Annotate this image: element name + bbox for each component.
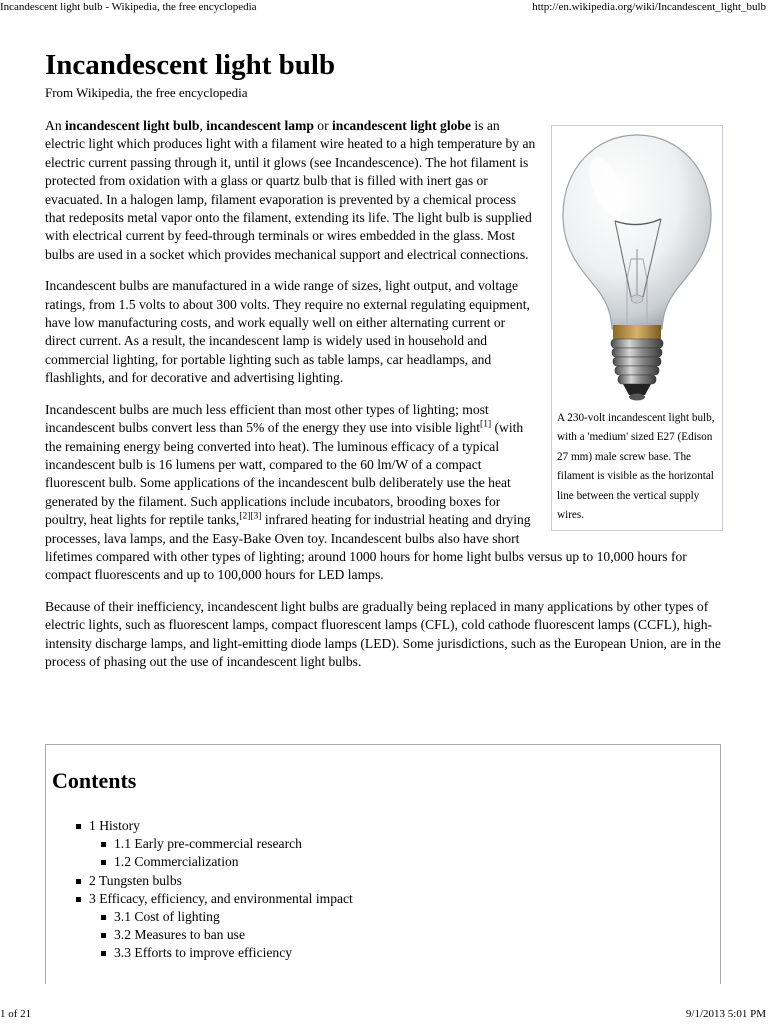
reference-link[interactable]: [2][3] <box>239 511 262 522</box>
print-header-url[interactable]: http://en.wikipedia.org/wiki/Incandescent_light_bulb <box>532 1 766 13</box>
toc-item-improve-efficiency[interactable]: 3.3 Efforts to improve efficiency <box>101 944 353 962</box>
term-incandescent-light-globe: incandescent light globe <box>332 118 471 133</box>
article-body <box>45 117 723 684</box>
page-title: Incandescent light bulb <box>45 49 336 81</box>
paragraph-intro: An incandescent light bulb, incandescent lamp or incandescent light globe is an electric light which produces light with a filament wire heated to a high temperature by an electric current passing through it, until it glows (see Incandescence). The hot filament is protected from oxidation with a glass or quartz bulb that is filled with inert gas or evacuated. In a halogen lamp, filament evaporation is prevented by a chemical process that redeposits metal vapor onto the filament, extending its life. The light bulb is supplied with electrical current by feed-through terminals or wires embedded in the glass. Most bulbs are used in a socket which provides mechanical support and electrical connections. <box>45 118 536 262</box>
toc-item-cost-of-lighting[interactable]: 3.1 Cost of lighting <box>101 908 353 926</box>
page-number: 1 of 21 <box>0 1008 32 1020</box>
table-of-contents <box>45 744 721 984</box>
print-footer <box>0 1008 768 1024</box>
print-date: 9/1/2013 5:01 PM <box>685 1008 766 1020</box>
paragraph-efficiency: Incandescent bulbs are much less efficient than most other types of lighting; most incandescent bulbs convert less than 5% of the energy they use into visible light[1] (with the remaining energy being converted into heat). The luminous efficacy of a typical incandescent bulb is 16 lumens per watt, compared to the 60 lm/W of a compact fluorescent bulb. Some applications of the incandescent bulb deliberately use the heat generated by the filament. Such applications include incubators, brooding boxes for poultry, heat lights for reptile tanks,[2][3] infrared heating for industrial heating and drying processes, lava lamps, and the Easy-Bake Oven toy. Incandescent bulbs also have short lifetimes compared with other types of lighting; around 1000 hours for home light bulbs versus up to 10,000 hours for compact fluorescents and up to 100,000 hours for LED lamps. <box>45 401 687 583</box>
toc-item-tungsten-bulbs[interactable]: 2 Tungsten bulbs <box>76 872 353 890</box>
toc-item-early-research[interactable]: 1.1 Early pre-commercial research <box>101 835 353 853</box>
toc-list <box>76 817 353 963</box>
figure-caption: A 230-volt incandescent light bulb, with a 'medium' sized E27 (Edison 27 mm) male screw base. The filament is visible as the horizontal line between the vertical supply wires. <box>557 412 715 522</box>
print-header <box>0 0 768 16</box>
term-incandescent-lamp: incandescent lamp <box>206 118 314 133</box>
paragraph-ratings: Incandescent bulbs are manufactured in a wide range of sizes, light output, and voltage ratings, from 1.5 volts to about 300 volts. They require no external regulating equipment, have low manufacturing costs, and work equally well on either alternating current or direct current. As a result, the incandescent lamp is widely used in household and commercial lighting, for portable lighting such as table lamps, car headlamps, and flashlights, and for decorative and advertising lighting. <box>45 278 530 386</box>
light-bulb-image[interactable] <box>555 129 719 409</box>
paragraph-replacement: Because of their inefficiency, incandescent light bulbs are gradually being replaced in many applications by other types of electric lights, such as fluorescent lamps, compact fluorescent lamps (CFL), cold cathode fluorescent lamps (CCFL), high-intensity discharge lamps, and light-emitting diode lamps (LED). Some jurisdictions, such as the European Union, are in the process of phasing out the use of incandescent light bulbs. <box>45 598 721 669</box>
toc-item-history[interactable]: 1 History <box>76 817 353 835</box>
toc-item-measures-to-ban[interactable]: 3.2 Measures to ban use <box>101 926 353 944</box>
toc-item-commercialization[interactable]: 1.2 Commercialization <box>101 853 353 871</box>
reference-link[interactable]: [1] <box>480 419 492 430</box>
toc-item-efficacy[interactable]: 3 Efficacy, efficiency, and environmental impact <box>76 890 353 908</box>
page-subtitle: From Wikipedia, the free encyclopedia <box>45 85 248 100</box>
figure-thumbnail <box>551 125 723 531</box>
print-header-title: Incandescent light bulb - Wikipedia, the free encyclopedia <box>0 1 257 13</box>
toc-title: Contents <box>52 768 137 793</box>
term-incandescent-light-bulb: incandescent light bulb <box>65 118 200 133</box>
